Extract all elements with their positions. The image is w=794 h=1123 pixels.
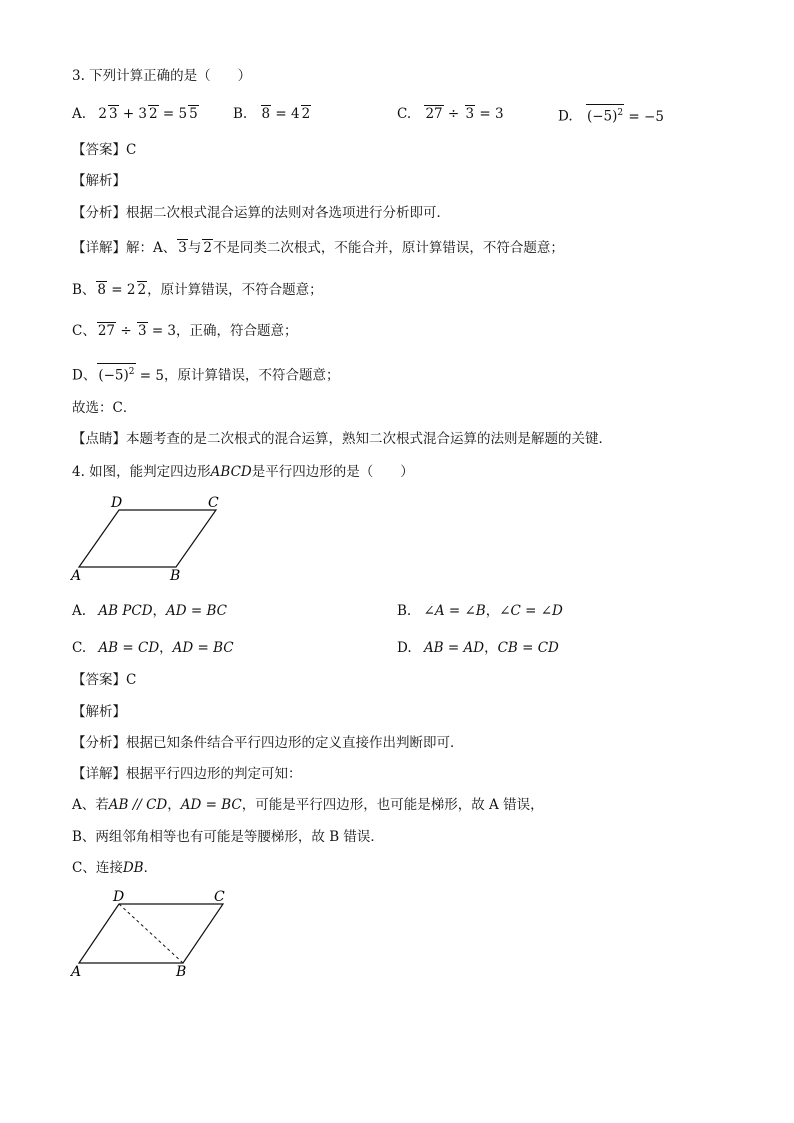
detail-c-pre: C、连接 xyxy=(72,860,123,876)
dianjing-text: 本题考查的是二次根式的混合运算，熟知二次根式混合运算的法则是解题的关键． xyxy=(126,431,612,447)
vertex-label-c: C xyxy=(208,495,219,511)
q3-option-d-math: $(-5)^2 = -5$ xyxy=(585,109,664,125)
option-label: B. xyxy=(233,106,248,122)
detail-b-pre: B、 xyxy=(72,282,96,298)
option-b-sep: ， xyxy=(485,603,500,619)
vertex-label-c: C xyxy=(214,889,225,905)
q4-detail-a xyxy=(72,795,544,815)
answer-value: C xyxy=(126,142,137,158)
option-c-math1: AB = CD xyxy=(98,640,160,656)
option-label: A. xyxy=(72,603,87,619)
detail-a-sep: ， xyxy=(167,797,181,813)
detail-d-math: $(-5)^2 = 5$ xyxy=(96,368,164,384)
detail-c-pre: C、 xyxy=(72,323,96,339)
option-label: B. xyxy=(397,603,412,619)
option-label: A. xyxy=(72,106,87,122)
q3-detail-a xyxy=(72,238,564,258)
fenxi-tag: 【分析】 xyxy=(72,735,126,751)
detail-a-math2: AD = BC xyxy=(180,797,242,813)
q3-fenxi xyxy=(72,203,450,223)
q4-detail-b: B、两组邻角相等也有可能是等腰梯形，故 B 错误． xyxy=(72,829,384,845)
detail-d-pre: D、 xyxy=(72,367,97,384)
detail-c-math: DB xyxy=(122,860,144,876)
vertex-label-b: B xyxy=(176,964,187,980)
q4-analysis-tag: 【解析】 xyxy=(72,704,126,720)
detail-b-math: 8 = 2 2 xyxy=(97,282,147,298)
q4-fenxi xyxy=(72,733,464,753)
option-b-math1: ∠A = ∠B xyxy=(423,603,486,619)
option-c-math2: AD = BC xyxy=(172,640,234,656)
parallelogram-figure-1 xyxy=(66,492,236,588)
q3-option-b-math: 8 = 4 2 xyxy=(261,106,311,122)
q3-option-a xyxy=(72,104,199,124)
q3-detail-c xyxy=(72,321,298,341)
q3-analysis-tag: 【解析】 xyxy=(72,173,126,189)
fenxi-tag: 【分析】 xyxy=(72,205,126,221)
q3-option-c-math: 27 ÷ 3 = 3 xyxy=(425,106,504,122)
q4-answer xyxy=(72,670,136,690)
q3-detail-b xyxy=(72,280,323,300)
detail-c-post: ． xyxy=(143,860,158,876)
detail-a-post: 不是同类二次根式，不能合并，原计算错误，不符合题意； xyxy=(212,240,564,256)
q3-option-a-math: 2 3 + 3 2 = 5 5 xyxy=(98,106,198,122)
detail-c-math: 27 ÷ 3 = 3 xyxy=(97,323,177,339)
q3-stem: 3. 下列计算正确的是（ ） xyxy=(72,68,252,84)
detail-a-pre: 解：A、 xyxy=(126,240,177,256)
q3-detail-d xyxy=(72,363,339,386)
stem-post: 是平行四边形的是（ ） xyxy=(251,464,414,480)
detail-c-post: ，正确，符合题意； xyxy=(176,323,298,339)
vertex-label-a: A xyxy=(71,964,82,980)
option-b-math2: ∠C = ∠D xyxy=(499,603,563,619)
q4-option-c xyxy=(72,638,234,658)
q3-choose: 故选：C． xyxy=(72,400,137,416)
q3-option-d xyxy=(558,104,664,127)
q4-detail-c xyxy=(72,858,157,878)
option-label: C. xyxy=(397,106,412,122)
detail-a-math1: AB // CD xyxy=(108,797,168,813)
q4-option-d xyxy=(397,638,559,658)
sqrt-3: 3 xyxy=(178,240,187,256)
q4-option-b xyxy=(397,601,563,621)
option-a-math2: AD = BC xyxy=(166,603,228,619)
q4-stem xyxy=(72,462,414,482)
option-d-sep: ， xyxy=(484,640,498,656)
vertex-label-d: D xyxy=(113,889,125,905)
option-c-sep: ， xyxy=(159,640,173,656)
detail-a-pre: A、若 xyxy=(72,797,109,813)
option-a-math1: AB PCD xyxy=(98,603,153,619)
q3-dianjing xyxy=(72,429,612,449)
detail-tag: 【详解】 xyxy=(72,766,126,782)
detail-a-mid: 与 xyxy=(187,240,202,256)
answer-value: C xyxy=(126,672,137,688)
detail-tag: 【详解】 xyxy=(72,240,126,256)
q3-answer xyxy=(72,140,136,160)
q4-option-a xyxy=(72,601,227,621)
stem-pre: 4. 如图，能判定四边形 xyxy=(72,464,211,480)
detail-b-post: ，原计算错误，不符合题意； xyxy=(147,282,323,298)
fenxi-text: 根据已知条件结合平行四边形的定义直接作出判断即可． xyxy=(126,735,464,751)
diagonal-db xyxy=(119,904,183,963)
answer-tag: 【答案】 xyxy=(72,672,126,688)
q3-option-b xyxy=(233,104,311,124)
parallelogram-abcd xyxy=(79,510,216,567)
option-label: C. xyxy=(72,640,87,656)
detail-d-post: ，原计算错误，不符合题意； xyxy=(163,367,340,384)
q4-detail xyxy=(72,764,302,784)
option-d-math1: AB = AD xyxy=(423,640,485,656)
option-label: D. xyxy=(397,640,412,656)
vertex-label-b: B xyxy=(170,568,181,584)
stem-math: ABCD xyxy=(210,464,252,480)
option-a-sep: ， xyxy=(152,603,167,619)
parallelogram-figure-2 xyxy=(66,886,236,982)
detail-text: 根据平行四边形的判定可知： xyxy=(126,766,302,782)
q3-option-c xyxy=(397,104,504,124)
detail-a-post: ，可能是平行四边形，也可能是梯形，故 A 错误， xyxy=(241,797,544,813)
fenxi-text: 根据二次根式混合运算的法则对各选项进行分析即可． xyxy=(126,205,450,221)
answer-tag: 【答案】 xyxy=(72,142,126,158)
vertex-label-a: A xyxy=(71,568,82,584)
dianjing-tag: 【点睛】 xyxy=(72,431,126,447)
vertex-label-d: D xyxy=(111,495,123,511)
option-d-math2: CB = CD xyxy=(497,640,559,656)
sqrt-2: 2 xyxy=(203,240,212,256)
option-label: D. xyxy=(558,108,573,125)
